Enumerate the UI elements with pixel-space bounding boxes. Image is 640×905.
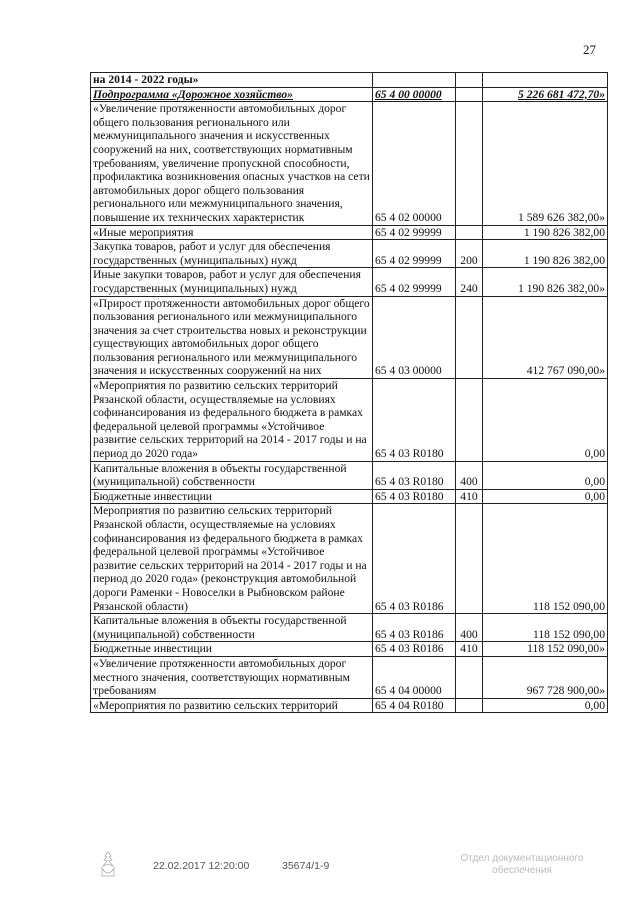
- row-name-cell: Мероприятия по развитию сельских территорий Рязанской области, осуществляемые на условиях софинансирования из федерального бюджета в рамках федеральной целевой программы «Устойчивое развитие сельских территорий на 2014 - 2017 годы и на период до 2020 года» (реконструкция автомобильной дороги Раменки - Новоселки в Рыбновском районе Рязанской области): [91, 504, 373, 614]
- row-code-cell: 65 4 04 R0180: [373, 698, 456, 713]
- coat-of-arms-icon: [98, 850, 118, 880]
- row-vr-cell: [456, 73, 483, 88]
- table-row: [91, 461, 608, 489]
- row-code-cell: 65 4 03 R0180: [373, 461, 456, 489]
- table-row: [91, 698, 608, 713]
- row-name-cell: Иные закупки товаров, работ и услуг для обеспечения государственных (муниципальных) нужд: [91, 268, 373, 296]
- row-vr-cell: 240: [456, 268, 483, 296]
- row-code-cell: [373, 73, 456, 88]
- row-code-cell: 65 4 02 00000: [373, 102, 456, 225]
- row-name-cell: «Увеличение протяженности автомобильных дорог общего пользования регионального или межмуниципального значения и искусственных сооружений на них, соответствующих нормативным требованиям, увеличение пропускной способности, профилактика возникновения опасных участков на сети автомобильных дорог общего пользования регионального или межмуниципального значения, повышение их технических характеристик: [91, 102, 373, 225]
- row-code-cell: 65 4 02 99999: [373, 240, 456, 268]
- row-sum-cell: 1 190 826 382,00: [483, 240, 608, 268]
- table-row: [91, 102, 608, 225]
- table-row: [91, 656, 608, 698]
- row-name-cell: «Иные мероприятия: [91, 225, 373, 240]
- row-vr-cell: [456, 504, 483, 614]
- footer-datetime: 22.02.2017 12:20:00: [153, 860, 250, 872]
- row-sum-cell: 1 190 826 382,00: [483, 225, 608, 240]
- row-vr-cell: [456, 698, 483, 713]
- row-vr-cell: 400: [456, 614, 483, 642]
- row-sum-cell: 0,00: [483, 379, 608, 462]
- row-name-cell: Капитальные вложения в объекты государственной (муниципальной) собственности: [91, 461, 373, 489]
- row-sum-cell: 1 190 826 382,00»: [483, 268, 608, 296]
- row-code-cell: 65 4 03 R0180: [373, 489, 456, 504]
- row-code-cell: 65 4 03 R0186: [373, 504, 456, 614]
- budget-table: [90, 72, 608, 713]
- table-row: [91, 240, 608, 268]
- row-code-cell: 65 4 03 R0186: [373, 614, 456, 642]
- scan-top-edge: [0, 4, 640, 10]
- row-name-cell: Капитальные вложения в объекты государственной (муниципальной) собственности: [91, 614, 373, 642]
- table-row: [91, 379, 608, 462]
- row-vr-cell: 410: [456, 489, 483, 504]
- table-row: [91, 642, 608, 657]
- row-name-cell: на 2014 - 2022 годы»: [91, 73, 373, 88]
- row-name-cell: Бюджетные инвестиции: [91, 642, 373, 657]
- table-row: [91, 296, 608, 379]
- row-code-cell: 65 4 02 99999: [373, 225, 456, 240]
- table-row: [91, 489, 608, 504]
- row-sum-cell: 0,00: [483, 698, 608, 713]
- row-sum-cell: 967 728 900,00»: [483, 656, 608, 698]
- row-code-cell: 65 4 00 00000: [373, 87, 456, 102]
- row-sum-cell: [483, 73, 608, 88]
- row-code-cell: 65 4 04 00000: [373, 656, 456, 698]
- row-vr-cell: [456, 656, 483, 698]
- row-sum-cell: 0,00: [483, 461, 608, 489]
- row-vr-cell: 400: [456, 461, 483, 489]
- row-name-cell: Подпрограмма «Дорожное хозяйство»: [91, 87, 373, 102]
- row-sum-cell: 5 226 681 472,70»: [483, 87, 608, 102]
- row-name-cell: «Мероприятия по развитию сельских территорий Рязанской области, осуществляемые на условиях софинансирования из федерального бюджета в рамках федеральной целевой программы «Устойчивое развитие сельских территорий на 2014 - 2017 годы и на период до 2020 года»: [91, 379, 373, 462]
- table-row: [91, 87, 608, 102]
- row-sum-cell: 118 152 090,00»: [483, 642, 608, 657]
- table-row: [91, 268, 608, 296]
- table-row: [91, 225, 608, 240]
- row-name-cell: «Мероприятия по развитию сельских территорий: [91, 698, 373, 713]
- table-row: [91, 73, 608, 88]
- row-vr-cell: [456, 379, 483, 462]
- row-sum-cell: 0,00: [483, 489, 608, 504]
- row-code-cell: 65 4 02 99999: [373, 268, 456, 296]
- footer-doc-number: 35674/1-9: [282, 860, 330, 872]
- row-code-cell: 65 4 03 R0180: [373, 379, 456, 462]
- row-vr-cell: [456, 296, 483, 379]
- table-row: [91, 504, 608, 614]
- row-name-cell: Бюджетные инвестиции: [91, 489, 373, 504]
- row-sum-cell: 1 589 626 382,00»: [483, 102, 608, 225]
- row-vr-cell: [456, 87, 483, 102]
- row-vr-cell: 410: [456, 642, 483, 657]
- row-sum-cell: 118 152 090,00: [483, 504, 608, 614]
- row-name-cell: Закупка товаров, работ и услуг для обеспечения государственных (муниципальных) нужд: [91, 240, 373, 268]
- row-sum-cell: 412 767 090,00»: [483, 296, 608, 379]
- table-row: [91, 614, 608, 642]
- department-stamp: Отдел документационного обеспечения: [460, 853, 584, 876]
- row-sum-cell: 118 152 090,00: [483, 614, 608, 642]
- row-name-cell: «Прирост протяженности автомобильных дорог общего пользования регионального или межмуниципального значения за счет строительства новых и реконструкции существующих автомобильных дорог общего пользования регионального или межмуниципального значения и искусственных сооружений на них: [91, 296, 373, 379]
- row-name-cell: «Увеличение протяженности автомобильных дорог местного значения, соответствующих нормативным требованиям: [91, 656, 373, 698]
- row-code-cell: 65 4 03 00000: [373, 296, 456, 379]
- row-vr-cell: [456, 225, 483, 240]
- page-number: 27: [583, 42, 596, 57]
- row-code-cell: 65 4 03 R0186: [373, 642, 456, 657]
- row-vr-cell: [456, 102, 483, 225]
- row-vr-cell: 200: [456, 240, 483, 268]
